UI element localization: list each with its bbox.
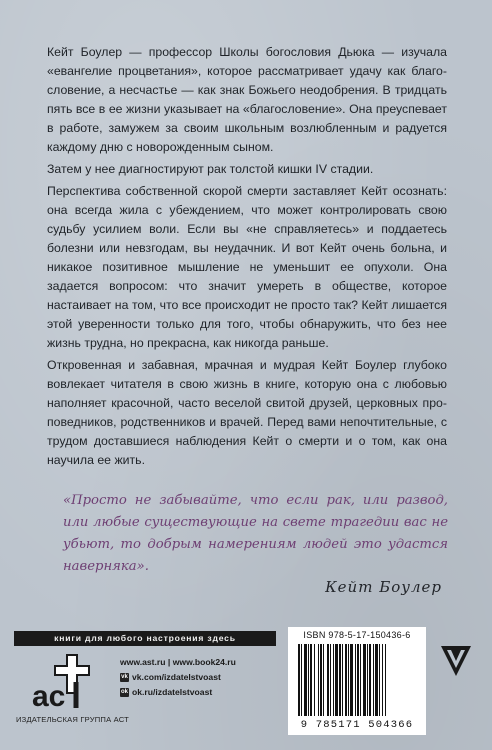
barcode-bar <box>363 644 366 716</box>
barcode-bar <box>314 644 315 716</box>
barcode-bar <box>304 644 307 716</box>
barcode-bar <box>301 644 302 716</box>
barcode-bar <box>360 644 361 716</box>
ok-link[interactable]: ok.ru/izdatelstvoast <box>132 687 213 697</box>
description-paragraph: Перспектива собственной скорой смерти заставляет Кейт осознать: она всегда жила с убеждением, что может контролировать свою судьбу усилием воли. Если вы «не справляетесь» и поддаетесь болезни или невзгодам, вы неудачник. И вот Кейт очень больна, и никакое позитивное мышление не уменьшит ее опухоли. Она задается вопросом: что значит умереть в обществе, которое настаивает на том, что все происходит не просто так? Кейт лишается этой уверенности только для того, чтобы обнаружить, что без нее жизнь трудна, но прекрасна, как никогда раньше. <box>47 184 447 350</box>
description-paragraph: Кейт Боулер — профессор Школы богословия Дьюка — изучала «евангелие процветания», которое рассматривает удачу как благословение, а несчастье — как знак Божьего неодобрения. В тридцать пять все в ее жизни указывает на «благословение». Она преуспевает в работе, замужем за своим школьным возлюбленным и радуется каждому дню с новорожденным сыном. <box>47 45 447 154</box>
tagline-strip: книги для любого настроения здесь <box>14 631 276 646</box>
barcode-bar <box>327 644 329 716</box>
barcode-bar <box>339 644 341 716</box>
barcode-number: 9 785171 504366 <box>300 719 414 731</box>
barcode-bar <box>348 644 349 716</box>
barcode-bar <box>342 644 343 716</box>
vk-link[interactable]: vk.com/izdatelstvoast <box>132 672 221 682</box>
isbn-label: ISBN 978-5-17-150436-6 <box>303 630 411 640</box>
vk-row <box>120 670 236 685</box>
barcode-bar <box>355 644 356 716</box>
ok-row <box>120 685 236 700</box>
barcode-bar <box>323 644 324 716</box>
barcode-bar <box>382 644 383 716</box>
barcode-bar <box>308 644 309 716</box>
publisher-links <box>120 655 236 700</box>
barcode-block <box>288 627 426 735</box>
barcode-bar <box>330 644 331 716</box>
barcode-bar <box>373 644 374 716</box>
barcode-bar <box>345 644 347 716</box>
svg-text:ac: ac <box>32 680 66 710</box>
barcode-bar <box>369 644 371 716</box>
publisher-name: ИЗДАТЕЛЬСКАЯ ГРУППА АСТ <box>16 715 130 724</box>
ok-icon: ok <box>120 689 128 695</box>
barcode-bar <box>350 644 353 716</box>
description-paragraph: Откровенная и забавная, мрачная и мудрая Кейт Боулер глубоко вовлекает читателя в свою жизнь в книге, которую она с любовью наполняет красочной, часто веселой свитой друзей, церковных проповедников, родственников и врачей. Перед вами непочтительные, с трудом доставшиеся наблюдения Кейт о смерти и о том, как она научила ее жить. <box>47 358 447 467</box>
barcode-bar <box>367 644 368 716</box>
vk-icon: vk <box>121 674 128 680</box>
barcode-bar <box>375 644 378 716</box>
websites-link[interactable]: www.ast.ru | www.book24.ru <box>120 657 236 667</box>
ast-logo-icon <box>30 652 96 710</box>
barcode-icon <box>296 644 418 718</box>
barcode-bar <box>333 644 334 716</box>
barcode-bar <box>385 644 386 716</box>
age-rating-v-icon <box>437 641 475 679</box>
websites-row <box>120 655 236 670</box>
barcode-bar <box>298 644 300 716</box>
barcode-bar <box>310 644 312 716</box>
barcode-bar <box>357 644 359 716</box>
description-paragraph: Затем у нее диагностируют рак толстой кишки IV стадии. <box>47 162 374 176</box>
book-description <box>47 43 447 473</box>
barcode-bar <box>379 644 380 716</box>
author-signature: Кейт Боулер <box>325 578 442 596</box>
barcode-bar <box>318 644 319 716</box>
barcode-bar <box>320 644 322 716</box>
barcode-bar <box>335 644 338 716</box>
author-quote: «Просто не забывайте, что если рак, или развод, или любые существующие на свете трагедии вас не убьют, то добрым намерениям людей это удастся наверняка». <box>63 493 448 574</box>
